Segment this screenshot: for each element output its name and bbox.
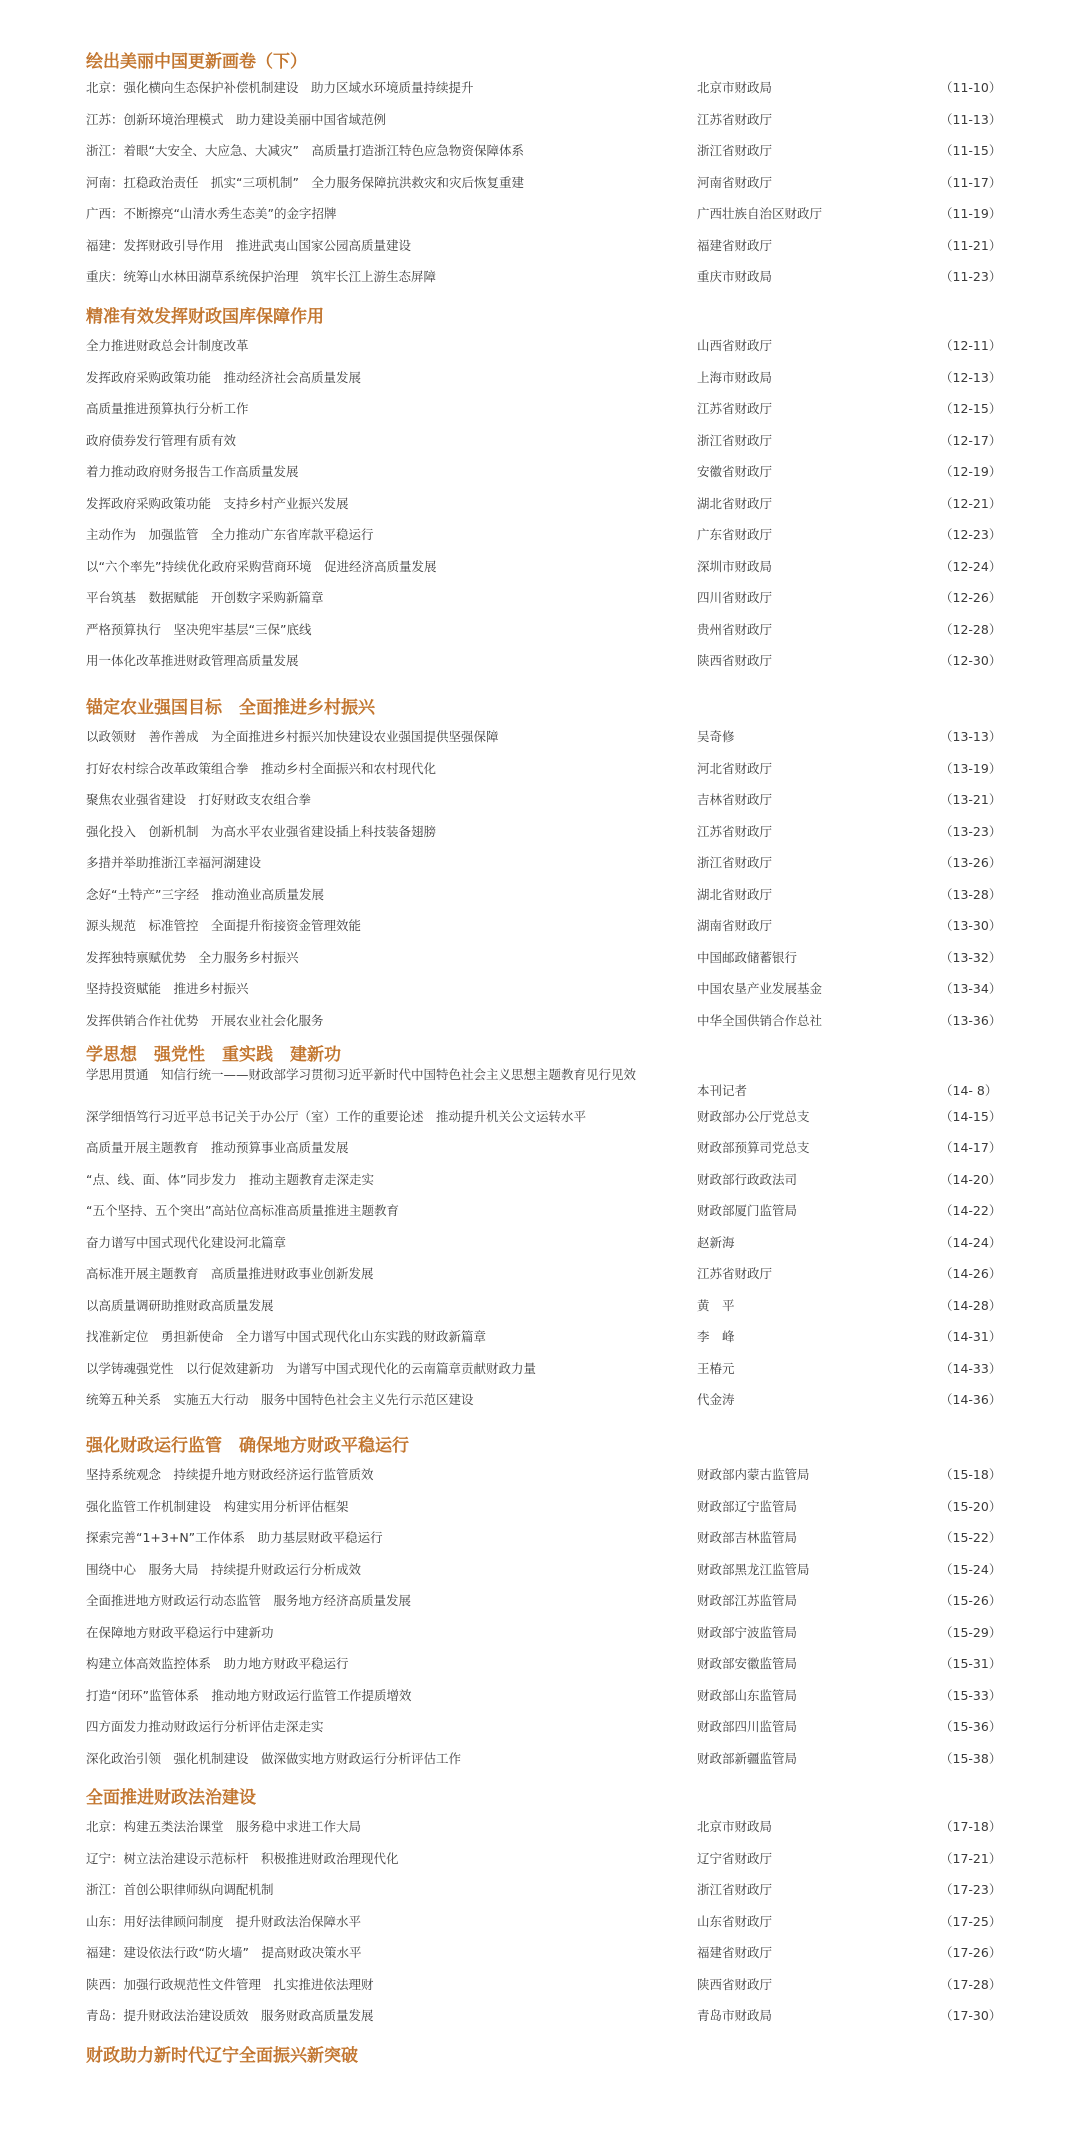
entry-title: 主动作为 加强监管 全力推动广东省库款平稳运行 bbox=[86, 527, 374, 542]
toc-entry[interactable] bbox=[0, 824, 1080, 842]
entry-page: （15-20） bbox=[940, 1498, 1002, 1514]
toc-entry[interactable] bbox=[0, 1851, 1080, 1869]
entry-title: 全力推进财政总会计制度改革 bbox=[86, 338, 249, 353]
toc-entry[interactable] bbox=[0, 496, 1080, 514]
entry-author: 浙江省财政厅 bbox=[697, 432, 773, 448]
entry-title: 学思用贯通 知信行统一——财政部学习贯彻习近平新时代中国特色社会主义思想主题教育见行见效 bbox=[86, 1067, 637, 1082]
toc-entry[interactable] bbox=[0, 792, 1080, 810]
entry-author: 财政部四川监管局 bbox=[697, 1719, 798, 1734]
entry-author: 青岛市财政局 bbox=[697, 2008, 773, 2023]
entry-author: 江苏省财政厅 bbox=[697, 401, 773, 416]
entry-author: 辽宁省财政厅 bbox=[697, 1850, 773, 1866]
entry-page: （13-19） bbox=[940, 760, 1002, 776]
toc-entry[interactable] bbox=[0, 1361, 1080, 1379]
toc-entry[interactable] bbox=[0, 464, 1080, 482]
entry-page: （14-15） bbox=[940, 1108, 1002, 1124]
entry-page: （12-23） bbox=[940, 527, 1002, 542]
entry-author: 代金涛 bbox=[697, 1392, 735, 1407]
entry-author: 李 峰 bbox=[697, 1329, 735, 1344]
entry-title: 以政领财 善作善成 为全面推进乡村振兴加快建设农业强国提供坚强保障 bbox=[86, 729, 499, 744]
entry-author: 赵新海 bbox=[697, 1234, 735, 1250]
entry-author: 江苏省财政厅 bbox=[697, 111, 773, 127]
toc-entry[interactable] bbox=[0, 1562, 1080, 1580]
entry-title: 北京：强化横向生态保护补偿机制建设 助力区域水环境质量持续提升 bbox=[86, 80, 474, 95]
entry-title: 围绕中心 服务大局 持续提升财政运行分析成效 bbox=[86, 1561, 362, 1577]
entry-author: 上海市财政局 bbox=[697, 369, 773, 385]
entry-page: （12-15） bbox=[940, 401, 1002, 416]
section-title: 全面推进财政法治建设 bbox=[86, 1788, 256, 1808]
entry-page: （11-10） bbox=[940, 80, 1002, 95]
entry-author: 湖南省财政厅 bbox=[697, 918, 773, 933]
entry-author: 山东省财政厅 bbox=[697, 1913, 773, 1929]
entry-title: 构建立体高效监控体系 助力地方财政平稳运行 bbox=[86, 1656, 349, 1671]
entry-author: 财政部宁波监管局 bbox=[697, 1624, 798, 1640]
entry-page: （12-17） bbox=[940, 432, 1002, 448]
toc-entry[interactable] bbox=[0, 370, 1080, 388]
entry-page: （14-33） bbox=[940, 1360, 1002, 1376]
section-title: 锚定农业强国目标 全面推进乡村振兴 bbox=[86, 698, 375, 718]
entry-title: 以高质量调研助推财政高质量发展 bbox=[86, 1297, 274, 1313]
section-title: 精准有效发挥财政国库保障作用 bbox=[86, 307, 324, 327]
toc-entry[interactable] bbox=[0, 653, 1080, 671]
section-title: 学思想 强党性 重实践 建新功 bbox=[86, 1045, 341, 1065]
entry-page: （13-28） bbox=[940, 886, 1002, 902]
entry-author: 陕西省财政厅 bbox=[697, 653, 773, 668]
entry-author: 福建省财政厅 bbox=[697, 1945, 773, 1960]
toc-entry[interactable] bbox=[0, 112, 1080, 130]
entry-page: （12-19） bbox=[940, 464, 1002, 479]
toc-entry[interactable] bbox=[0, 855, 1080, 873]
entry-author: 重庆市财政局 bbox=[697, 269, 773, 284]
toc-entry[interactable] bbox=[0, 1235, 1080, 1253]
entry-title: 山东：用好法律顾问制度 提升财政法治保障水平 bbox=[86, 1913, 362, 1929]
entry-author: 财政部安徽监管局 bbox=[697, 1656, 798, 1671]
toc-entry[interactable] bbox=[0, 559, 1080, 577]
entry-author: 财政部厦门监管局 bbox=[697, 1203, 798, 1218]
toc-entry[interactable] bbox=[0, 1625, 1080, 1643]
toc-entry[interactable] bbox=[0, 269, 1080, 287]
entry-page: （17-23） bbox=[940, 1882, 1002, 1897]
entry-author: 四川省财政厅 bbox=[697, 590, 773, 605]
entry-author: 江苏省财政厅 bbox=[697, 1266, 773, 1281]
entry-title: 念好“土特产”三字经 推动渔业高质量发展 bbox=[86, 886, 324, 902]
entry-author: 中华全国供销合作总社 bbox=[697, 1012, 823, 1028]
entry-title: 奋力谱写中国式现代化建设河北篇章 bbox=[86, 1234, 287, 1250]
entry-author: 财政部黑龙江监管局 bbox=[697, 1561, 810, 1577]
entry-title: 坚持系统观念 持续提升地方财政经济运行监管质效 bbox=[86, 1467, 374, 1482]
entry-page: （14-20） bbox=[940, 1171, 1002, 1187]
toc-entry[interactable] bbox=[0, 950, 1080, 968]
entry-page: （14-17） bbox=[940, 1140, 1002, 1155]
entry-title: 全面推进地方财政运行动态监管 服务地方经济高质量发展 bbox=[86, 1593, 412, 1608]
toc-entry[interactable] bbox=[0, 1945, 1080, 1963]
toc-entry[interactable] bbox=[0, 1109, 1080, 1127]
entry-title: 发挥政府采购政策功能 支持乡村产业振兴发展 bbox=[86, 495, 349, 511]
entry-page: （12-21） bbox=[940, 495, 1002, 511]
entry-author: 财政部山东监管局 bbox=[697, 1687, 798, 1703]
entry-author: 福建省财政厅 bbox=[697, 237, 773, 253]
entry-title: 青岛：提升财政法治建设质效 服务财政高质量发展 bbox=[86, 2008, 374, 2023]
toc-entry[interactable] bbox=[0, 143, 1080, 161]
toc-entry[interactable] bbox=[0, 2008, 1080, 2026]
entry-title: 坚持投资赋能 推进乡村振兴 bbox=[86, 981, 249, 996]
entry-page: （14-26） bbox=[940, 1266, 1002, 1281]
toc-entry[interactable] bbox=[0, 238, 1080, 256]
entry-author: 吴奇修 bbox=[697, 729, 735, 744]
entry-title: 浙江：着眼“大安全、大应急、大减灾” 高质量打造浙江特色应急物资保障体系 bbox=[86, 143, 524, 158]
entry-author: 本刊记者 bbox=[697, 1083, 748, 1098]
entry-page: （14-31） bbox=[940, 1329, 1002, 1344]
entry-title: 福建：建设依法行政“防火墙” 提高财政决策水平 bbox=[86, 1945, 362, 1960]
entry-title: 严格预算执行 坚决兜牢基层“三保”底线 bbox=[86, 621, 312, 637]
entry-page: （15-33） bbox=[940, 1687, 1002, 1703]
entry-page: （15-38） bbox=[940, 1750, 1002, 1766]
entry-title: 源头规范 标准管控 全面提升衔接资金管理效能 bbox=[86, 918, 362, 933]
entry-author: 浙江省财政厅 bbox=[697, 855, 773, 870]
section-title: 绘出美丽中国更新画卷（下） bbox=[86, 52, 307, 72]
entry-page: （12-28） bbox=[940, 621, 1002, 637]
toc-entry[interactable] bbox=[0, 761, 1080, 779]
toc-entry[interactable] bbox=[0, 1499, 1080, 1517]
toc-entry[interactable] bbox=[0, 80, 1080, 98]
entry-author: 财政部江苏监管局 bbox=[697, 1593, 798, 1608]
toc-entry[interactable] bbox=[0, 1266, 1080, 1284]
toc-entry[interactable] bbox=[0, 1656, 1080, 1674]
entry-page: （17-28） bbox=[940, 1976, 1002, 1992]
entry-page: （13-26） bbox=[940, 855, 1002, 870]
toc-entry[interactable] bbox=[0, 1067, 1080, 1101]
entry-page: （11-17） bbox=[940, 174, 1002, 190]
toc-entry[interactable] bbox=[0, 918, 1080, 936]
entry-page: （12-30） bbox=[940, 653, 1002, 668]
entry-page: （17-25） bbox=[940, 1913, 1002, 1929]
entry-title: 多措并举助推浙江幸福河湖建设 bbox=[86, 855, 262, 870]
entry-title: 探索完善“1+3+N”工作体系 助力基层财政平稳运行 bbox=[86, 1530, 383, 1545]
entry-page: （14- 8） bbox=[940, 1083, 998, 1098]
entry-page: （17-30） bbox=[940, 2008, 1002, 2023]
entry-title: 强化监管工作机制建设 构建实用分析评估框架 bbox=[86, 1498, 349, 1514]
entry-title: 发挥供销合作社优势 开展农业社会化服务 bbox=[86, 1012, 324, 1028]
entry-author: 王椿元 bbox=[697, 1360, 735, 1376]
toc-entry[interactable] bbox=[0, 1013, 1080, 1031]
entry-page: （15-24） bbox=[940, 1561, 1002, 1577]
toc-entry[interactable] bbox=[0, 622, 1080, 640]
entry-title: 北京：构建五类法治课堂 服务稳中求进工作大局 bbox=[86, 1819, 362, 1834]
toc-entry[interactable] bbox=[0, 1688, 1080, 1706]
entry-author: 贵州省财政厅 bbox=[697, 621, 773, 637]
entry-author: 浙江省财政厅 bbox=[697, 143, 773, 158]
entry-page: （11-19） bbox=[940, 206, 1002, 221]
entry-title: 重庆：统筹山水林田湖草系统保护治理 筑牢长江上游生态屏障 bbox=[86, 269, 437, 284]
entry-page: （12-13） bbox=[940, 369, 1002, 385]
entry-page: （13-32） bbox=[940, 949, 1002, 965]
entry-author: 山西省财政厅 bbox=[697, 338, 773, 353]
entry-author: 江苏省财政厅 bbox=[697, 823, 773, 839]
entry-page: （11-21） bbox=[940, 237, 1002, 253]
toc-entry[interactable] bbox=[0, 1392, 1080, 1410]
entry-page: （14-36） bbox=[940, 1392, 1002, 1407]
entry-title: 打好农村综合改革政策组合拳 推动乡村全面振兴和农村现代化 bbox=[86, 760, 437, 776]
entry-author: 湖北省财政厅 bbox=[697, 886, 773, 902]
section-title: 强化财政运行监管 确保地方财政平稳运行 bbox=[86, 1436, 409, 1456]
toc-entry[interactable] bbox=[0, 1140, 1080, 1158]
entry-title: 深化政治引领 强化机制建设 做深做实地方财政运行分析评估工作 bbox=[86, 1750, 462, 1766]
entry-title: “点、线、面、体”同步发力 推动主题教育走深走实 bbox=[86, 1171, 374, 1187]
entry-page: （15-22） bbox=[940, 1530, 1002, 1545]
entry-page: （13-36） bbox=[940, 1012, 1002, 1028]
entry-page: （13-21） bbox=[940, 792, 1002, 807]
entry-author: 深圳市财政局 bbox=[697, 558, 773, 574]
entry-page: （17-21） bbox=[940, 1850, 1002, 1866]
entry-author: 北京市财政局 bbox=[697, 80, 773, 95]
entry-title: 发挥政府采购政策功能 推动经济社会高质量发展 bbox=[86, 369, 362, 385]
toc-entry[interactable] bbox=[0, 1203, 1080, 1221]
toc-entry[interactable] bbox=[0, 887, 1080, 905]
entry-title: 江苏：创新环境治理模式 助力建设美丽中国省域范例 bbox=[86, 111, 387, 127]
entry-author: 河北省财政厅 bbox=[697, 760, 773, 776]
entry-title: 以学铸魂强党性 以行促效建新功 为谱写中国式现代化的云南篇章贡献财政力量 bbox=[86, 1360, 537, 1376]
entry-author: 广西壮族自治区财政厅 bbox=[697, 206, 823, 221]
entry-author: 北京市财政局 bbox=[697, 1819, 773, 1834]
entry-title: 浙江：首创公职律师纵向调配机制 bbox=[86, 1882, 274, 1897]
toc-entry[interactable] bbox=[0, 729, 1080, 747]
entry-author: 陕西省财政厅 bbox=[697, 1976, 773, 1992]
entry-author: 中国邮政储蓄银行 bbox=[697, 949, 798, 965]
section-title: 财政助力新时代辽宁全面振兴新突破 bbox=[86, 2046, 358, 2066]
entry-title: 政府债券发行管理有质有效 bbox=[86, 432, 237, 448]
entry-author: 中国农垦产业发展基金 bbox=[697, 981, 823, 996]
toc-entry[interactable] bbox=[0, 1914, 1080, 1932]
entry-author: 吉林省财政厅 bbox=[697, 792, 773, 807]
entry-author: 黄 平 bbox=[697, 1297, 735, 1313]
entry-page: （15-31） bbox=[940, 1656, 1002, 1671]
toc-entry[interactable] bbox=[0, 1530, 1080, 1548]
entry-page: （17-18） bbox=[940, 1819, 1002, 1834]
entry-title: “五个坚持、五个突出”高站位高标准高质量推进主题教育 bbox=[86, 1203, 399, 1218]
toc-entry[interactable] bbox=[0, 1751, 1080, 1769]
entry-page: （14-24） bbox=[940, 1234, 1002, 1250]
entry-author: 财政部行政政法司 bbox=[697, 1171, 798, 1187]
toc-entry[interactable] bbox=[0, 1819, 1080, 1837]
entry-author: 广东省财政厅 bbox=[697, 527, 773, 542]
entry-title: 用一体化改革推进财政管理高质量发展 bbox=[86, 653, 299, 668]
entry-title: 在保障地方财政平稳运行中建新功 bbox=[86, 1624, 274, 1640]
toc-entry[interactable] bbox=[0, 1977, 1080, 1995]
entry-page: （12-11） bbox=[940, 338, 1002, 353]
entry-author: 财政部办公厅党总支 bbox=[697, 1108, 810, 1124]
toc-entry[interactable] bbox=[0, 1329, 1080, 1347]
entry-page: （11-13） bbox=[940, 111, 1002, 127]
toc-entry[interactable] bbox=[0, 175, 1080, 193]
entry-page: （14-22） bbox=[940, 1203, 1002, 1218]
entry-title: 以“六个率先”持续优化政府采购营商环境 促进经济高质量发展 bbox=[86, 558, 437, 574]
entry-author: 河南省财政厅 bbox=[697, 174, 773, 190]
toc-entry[interactable] bbox=[0, 401, 1080, 419]
entry-author: 湖北省财政厅 bbox=[697, 495, 773, 511]
entry-page: （13-23） bbox=[940, 823, 1002, 839]
toc-entry[interactable] bbox=[0, 1298, 1080, 1316]
entry-author: 财政部预算司党总支 bbox=[697, 1140, 810, 1155]
toc-entry[interactable] bbox=[0, 1467, 1080, 1485]
entry-author: 财政部新疆监管局 bbox=[697, 1750, 798, 1766]
entry-page: （11-15） bbox=[940, 143, 1002, 158]
entry-title: 四方面发力推动财政运行分析评估走深走实 bbox=[86, 1719, 324, 1734]
entry-title: 高质量推进预算执行分析工作 bbox=[86, 401, 249, 416]
entry-author: 安徽省财政厅 bbox=[697, 464, 773, 479]
entry-page: （11-23） bbox=[940, 269, 1002, 284]
toc-entry[interactable] bbox=[0, 590, 1080, 608]
toc-entry[interactable] bbox=[0, 433, 1080, 451]
entry-title: 着力推动政府财务报告工作高质量发展 bbox=[86, 464, 299, 479]
toc-entry[interactable] bbox=[0, 1593, 1080, 1611]
toc-entry[interactable] bbox=[0, 527, 1080, 545]
entry-author: 浙江省财政厅 bbox=[697, 1882, 773, 1897]
entry-title: 辽宁：树立法治建设示范标杆 积极推进财政治理现代化 bbox=[86, 1850, 399, 1866]
entry-title: 陕西：加强行政规范性文件管理 扎实推进依法理财 bbox=[86, 1976, 374, 1992]
toc-entry[interactable] bbox=[0, 206, 1080, 224]
toc-entry[interactable] bbox=[0, 981, 1080, 999]
entry-page: （13-13） bbox=[940, 729, 1002, 744]
entry-page: （15-36） bbox=[940, 1719, 1002, 1734]
entry-author: 财政部吉林监管局 bbox=[697, 1530, 798, 1545]
entry-title: 找准新定位 勇担新使命 全力谱写中国式现代化山东实践的财政新篇章 bbox=[86, 1329, 487, 1344]
entry-page: （17-26） bbox=[940, 1945, 1002, 1960]
toc-entry[interactable] bbox=[0, 338, 1080, 356]
entry-title: 统筹五种关系 实施五大行动 服务中国特色社会主义先行示范区建设 bbox=[86, 1392, 474, 1407]
entry-page: （12-24） bbox=[940, 558, 1002, 574]
entry-title: 打造“闭环”监管体系 推动地方财政运行监管工作提质增效 bbox=[86, 1687, 412, 1703]
entry-title: 广西：不断擦亮“山清水秀生态美”的金字招牌 bbox=[86, 206, 337, 221]
entry-page: （12-26） bbox=[940, 590, 1002, 605]
entry-page: （13-30） bbox=[940, 918, 1002, 933]
toc-entry[interactable] bbox=[0, 1172, 1080, 1190]
toc-entry[interactable] bbox=[0, 1719, 1080, 1737]
entry-page: （13-34） bbox=[940, 981, 1002, 996]
entry-title: 福建：发挥财政引导作用 推进武夷山国家公园高质量建设 bbox=[86, 237, 412, 253]
entry-page: （15-29） bbox=[940, 1624, 1002, 1640]
entry-author: 财政部内蒙古监管局 bbox=[697, 1467, 810, 1482]
entry-page: （14-28） bbox=[940, 1297, 1002, 1313]
entry-title: 平台筑基 数据赋能 开创数字采购新篇章 bbox=[86, 590, 324, 605]
entry-page: （15-26） bbox=[940, 1593, 1002, 1608]
entry-title: 聚焦农业强省建设 打好财政支农组合拳 bbox=[86, 792, 312, 807]
entry-title: 高标准开展主题教育 高质量推进财政事业创新发展 bbox=[86, 1266, 374, 1281]
entry-page: （15-18） bbox=[940, 1467, 1002, 1482]
entry-title: 高质量开展主题教育 推动预算事业高质量发展 bbox=[86, 1140, 349, 1155]
entry-title: 深学细悟笃行习近平总书记关于办公厅（室）工作的重要论述 推动提升机关公文运转水平 bbox=[86, 1108, 587, 1124]
toc-entry[interactable] bbox=[0, 1882, 1080, 1900]
entry-title: 河南：扛稳政治责任 抓实“三项机制” 全力服务保障抗洪救灾和灾后恢复重建 bbox=[86, 174, 524, 190]
entry-author: 财政部辽宁监管局 bbox=[697, 1498, 798, 1514]
entry-title: 强化投入 创新机制 为高水平农业强省建设插上科技装备翅膀 bbox=[86, 823, 437, 839]
entry-title: 发挥独特禀赋优势 全力服务乡村振兴 bbox=[86, 949, 299, 965]
